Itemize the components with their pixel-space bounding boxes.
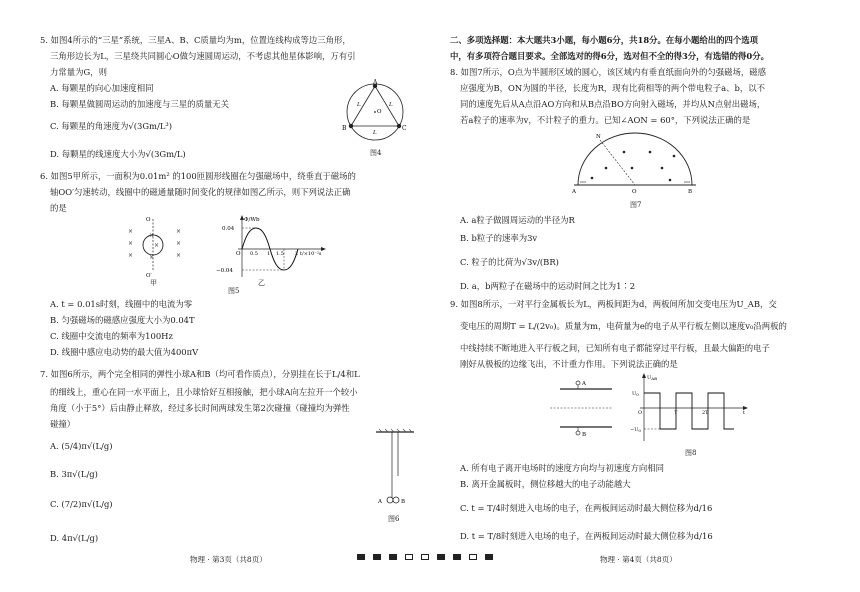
svg-text:×: ×	[176, 252, 182, 259]
q9-option-a: A. 所有电子离开电场时的速度方向均与初速度方向相同	[460, 463, 664, 473]
fig5-yi-tick-2: 1	[267, 251, 271, 257]
section-heading-line2: 中，有多项符合题目要求。全部选对的得6分，选对但不全的得3分，有选错的得0分。	[450, 51, 769, 61]
svg-text:UAB: $U_{AB}$	[647, 375, 658, 381]
page-indicator-square	[389, 554, 397, 560]
q8-stem-line2: 应强度为B，ON为圆的半径，长度为R，现有比荷相等的两个带电粒子a、b，以不	[460, 83, 766, 93]
q7-option-c: C. (7/2)π√(L/g)	[50, 499, 113, 509]
svg-text:U0: $U_0$	[632, 391, 639, 397]
fig7-caption: 图7	[630, 201, 642, 209]
svg-text:B: B	[688, 189, 693, 195]
page-indicator-square	[405, 554, 413, 560]
q7-option-d: D. 4π√(L/g)	[50, 533, 99, 543]
page-indicator-square	[373, 554, 381, 560]
svg-text:O: O	[632, 189, 637, 195]
q5-option-a: A. 每颗星的向心加速度相同	[50, 83, 154, 93]
fig4-three-star-diagram	[340, 79, 410, 142]
svg-text:×: ×	[176, 240, 182, 247]
q8-option-c: C. 粒子的比荷为√3v/(BR)	[460, 257, 559, 267]
svg-text:L: L	[389, 102, 393, 108]
svg-text:C: C	[402, 125, 407, 132]
q8-stem-line4: 若a粒子的速率为v，不计粒子的重力。已知∠AON = 60°，下列说法正确的是	[460, 115, 751, 125]
fig5-yi-phi-axis-label: Φ/Wb	[244, 217, 260, 223]
svg-text:B: B	[401, 499, 406, 505]
q6-option-a: A. t = 0.01s时刻，线圈中的电流为零	[50, 299, 193, 309]
q7-stem-line3: 角度（小于5°）后由静止释放，经过多长时间两球发生第2次碰撞（碰撞均为弹性	[50, 403, 350, 413]
svg-text:×: ×	[149, 254, 155, 261]
svg-text:A: A	[582, 381, 586, 387]
fig5-jia-o-bottom: O′	[146, 273, 152, 279]
q5-option-d: D. 每颗星的线速度大小为√(3Gm/L)	[50, 149, 186, 159]
fig5-yi-origin: O	[236, 251, 241, 257]
fig5-yi-y-top: 0.04	[222, 226, 235, 232]
svg-text:−U0: $-U_0$	[630, 427, 641, 433]
q5-stem-line1: 5. 如图4所示的“三星”系统，三星A、B、C质量均为m，位置连线构成等边三角形，	[40, 35, 351, 45]
fig5-yi-tick-4: 2	[295, 251, 299, 257]
page-4	[430, 0, 860, 592]
fig5-yi-tick-1: 0.5	[250, 251, 258, 257]
fig5-yi-y-bottom: −0.04	[216, 268, 233, 274]
svg-text:L: L	[357, 102, 361, 108]
page-indicator-square	[357, 554, 365, 560]
q7-stem-line2: 的细线上，重心在同一水平面上，且小球恰好互相接触，把小球A向左拉开一个较小	[50, 387, 358, 397]
q6-option-c: C. 线圈中交流电的频率为100Hz	[50, 331, 173, 341]
page-4-footer: 物理 · 第4页（共8页）	[600, 555, 677, 564]
q8-stem-line1: 8. 如图7所示，O点为半圆形区域的圆心，该区域内有垂直纸面向外的匀强磁场，磁感	[450, 67, 766, 77]
q5-stem-line2: 三角形边长为L，三星绕共同圆心O做匀速圆周运动，不考虑其他星体影响，万有引	[50, 51, 356, 61]
q8-option-a: A. a粒子做圆周运动的半径为R	[460, 215, 575, 225]
svg-text:O: O	[377, 109, 382, 115]
svg-text:A: A	[572, 189, 576, 195]
svg-text:×: ×	[128, 252, 134, 259]
svg-text:A: A	[378, 499, 382, 505]
q9-option-d: D. t = T/8时刻进入电场的电子，在两板间运动时最大侧位移为d/16	[460, 531, 713, 541]
q8-stem-line3: 同的速度先后从A点沿AO方向和从B点沿BO方向射入磁场，并均从N点射出磁场，	[460, 99, 766, 109]
fig4-caption: 图4	[370, 149, 382, 157]
fig8-caption: 图8	[685, 449, 697, 457]
page-3-footer: 物理 · 第3页（共8页）	[190, 555, 267, 564]
q8-option-b: B. b粒子的速率为3v	[460, 233, 538, 243]
fig5-caption: 图5	[228, 287, 240, 295]
svg-text:B: B	[582, 432, 587, 438]
q7-option-b: B. 3π√(L/g)	[50, 469, 98, 479]
fig5-jia-label: 甲	[150, 279, 157, 287]
svg-text:2T: 2T	[702, 410, 709, 416]
q9-option-c: C. t = T/4时刻进入电场的电子，在两板间运动时最大侧位移为d/16	[460, 503, 713, 513]
svg-text:L: L	[373, 130, 377, 136]
q6-stem-line3: 的是	[50, 203, 67, 213]
svg-text:A: A	[373, 79, 378, 86]
svg-text:T: T	[674, 410, 678, 416]
q5-stem-line3: 力常量为G，则	[50, 67, 107, 77]
q6-option-d: D. 线圈中感应电动势的最大值为400πV	[50, 347, 199, 357]
svg-text:×: ×	[154, 242, 160, 249]
q9-stem-line2: 变电压的周期T = L/(2v₀)。质量为m，电荷量为e的电子从平行板左侧以速度v₀沿两板的	[460, 321, 787, 331]
q5-option-b: B. 每颗星做圆周运动的加速度与三星的质量无关	[50, 99, 229, 109]
fig5-jia-o-top: O	[146, 217, 151, 223]
fig8-voltage-graph	[630, 373, 750, 443]
q6-stem-line2: 轴OO′匀速转动，线圈中的磁通量随时间变化的规律如图乙所示，则下列说法正确	[50, 187, 351, 197]
q9-option-b: B. 离开金属板时，侧位移越大的电子动能越大	[460, 479, 631, 489]
svg-text:N: N	[596, 134, 601, 140]
q7-option-a: A. (5/4)π√(L/g)	[50, 441, 113, 451]
svg-text:×: ×	[176, 228, 182, 235]
fig7-semicircle-field-diagram	[570, 130, 700, 195]
fig6-caption: 图6	[388, 515, 400, 523]
svg-text:×: ×	[149, 232, 155, 239]
svg-text:×: ×	[128, 228, 134, 235]
q7-stem-line4: 碰撞）	[50, 419, 76, 429]
q9-stem-line4: 刚好从极板的边缘飞出，不计重力作用。下列说法正确的是	[460, 359, 678, 369]
fig5-yi-tick-3: 1.5	[276, 251, 284, 257]
fig5-jia-coil-diagram	[120, 215, 190, 280]
q9-stem-line1: 9. 如图8所示，一对平行金属板长为L，两板间距为d，两板间所加交变电压为U_AB，交	[450, 299, 777, 309]
svg-text:t: t	[743, 410, 746, 416]
q6-stem-line1: 6. 如图5甲所示，一面积为0.01m² 的100匝圆形线圈在匀强磁场中，绕垂直于磁场的	[40, 171, 356, 181]
q6-option-b: B. 匀强磁场的磁感应强度大小为0.04T	[50, 315, 195, 325]
fig6-pendulum-diagram	[370, 428, 420, 508]
page-indicator-square	[421, 554, 429, 560]
q7-stem-line1: 7. 如图6所示，两个完全相同的弹性小球A和B（均可看作质点），分别挂在长于L/4和L	[40, 369, 360, 379]
q9-stem-line3: 中线持续不断地进入平行板之间，已知所有电子都能穿过平行板，且最大偏距的电子	[460, 343, 770, 353]
fig8-plates-diagram	[550, 375, 620, 440]
fig5-yi-flux-graph	[212, 215, 332, 280]
section-heading-line1: 二、多项选择题：本大题共3小题，每小题6分，共18分。在每小题给出的四个选项	[450, 35, 759, 45]
q5-option-c: C. 每颗星的角速度为√(3Gm/L³)	[50, 121, 173, 131]
svg-text:B: B	[342, 125, 347, 132]
fig5-yi-label: 乙	[258, 279, 265, 287]
fig5-yi-t-axis-label: t/×10⁻²s	[300, 251, 322, 257]
q8-option-d: D. a，b两粒子在磁场中的运动时间之比为1∶2	[460, 281, 636, 291]
svg-text:×: ×	[128, 240, 134, 247]
svg-text:O: O	[638, 410, 643, 416]
